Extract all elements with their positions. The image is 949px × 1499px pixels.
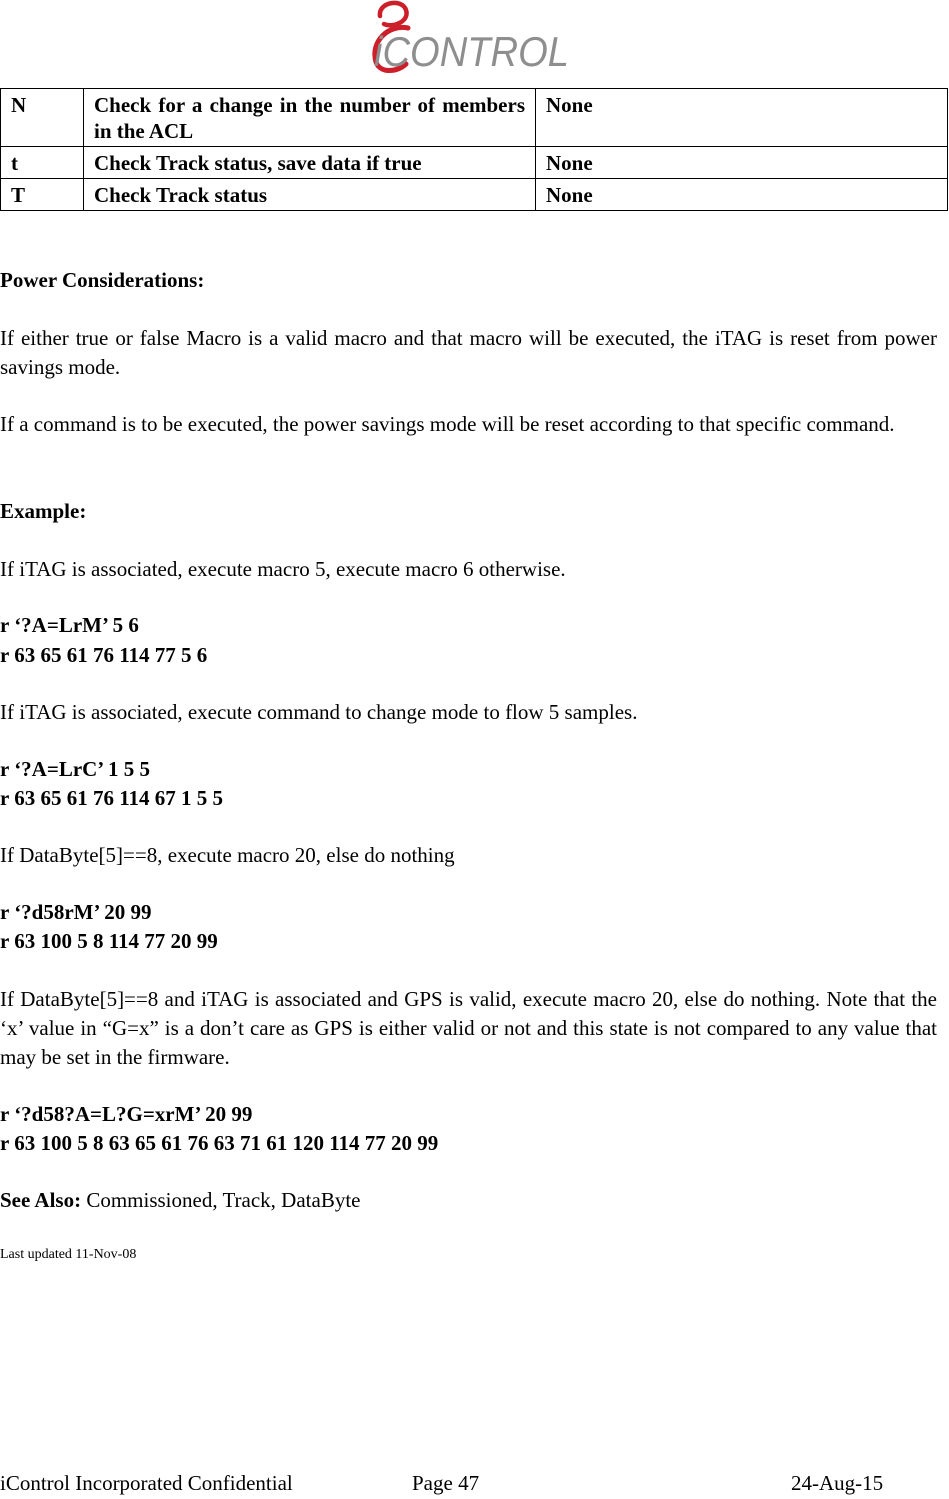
command-code: t [1,147,84,179]
example-4-command-decimal: r 63 100 5 8 63 65 61 76 63 71 61 120 114 77 20 99 [0,1131,439,1155]
example-2-command-decimal: r 63 65 61 76 114 67 1 5 5 [0,786,224,810]
see-also-label: See Also: [0,1188,82,1212]
example-4-text: If DataByte[5]==8 and iTAG is associated and GPS is valid, execute macro 20, else do nothing. Note that the ‘x’ value in “G=x” is a don’t care as GPS is either valid or not and this state is not compared to any value that may be set in the firmware. [0,987,937,1069]
see-also-links: Commissioned, Track, DataByte [81,1188,361,1212]
command-params: None [536,147,948,179]
table-row [1,179,948,211]
example-3-text: If DataByte[5]==8, execute macro 20, else do nothing [0,843,455,867]
example-2-command-ascii: r ‘?A=LrC’ 1 5 5 [0,757,150,781]
command-params: None [536,89,948,147]
command-description: Check Track status [84,179,536,211]
footer-company: iControl Incorporated Confidential [0,1471,293,1495]
logo-text: iCONTROL [374,28,569,74]
table-row [1,89,948,147]
command-table [0,88,948,211]
command-code: N [1,89,84,147]
example-1-text: If iTAG is associated, execute macro 5, execute macro 6 otherwise. [0,557,566,581]
example-1-command-ascii: r ‘?A=LrM’ 5 6 [0,613,139,637]
example-1-command-decimal: r 63 65 61 76 114 77 5 6 [0,643,208,667]
example-3-command-decimal: r 63 100 5 8 114 77 20 99 [0,929,218,953]
command-code: T [1,179,84,211]
power-paragraph-1: If either true or false Macro is a valid macro and that macro will be executed, the iTAG is reset from power savings mode. [0,326,937,379]
section-heading: Power Considerations: [0,268,205,292]
see-also [0,1186,937,1215]
icontrol-logo [362,0,577,74]
example-2-text: If iTAG is associated, execute command to change mode to flow 5 samples. [0,700,638,724]
command-description: Check Track status, save data if true [84,147,536,179]
last-updated: Last updated 11-Nov-08 [0,1247,137,1262]
power-paragraph-2: If a command is to be executed, the power savings mode will be reset according to that specific command. [0,412,895,436]
example-3-command-ascii: r ‘?d58rM’ 20 99 [0,900,152,924]
example-4-command-ascii: r ‘?d58?A=L?G=xrM’ 20 99 [0,1102,253,1126]
table-row [1,147,948,179]
example-heading: Example: [0,499,87,523]
command-description: Check for a change in the number of members in the ACL [84,89,536,147]
footer-date: 24-Aug-15 [791,1471,884,1495]
command-params: None [536,179,948,211]
footer-page-number: Page 47 [412,1471,480,1495]
